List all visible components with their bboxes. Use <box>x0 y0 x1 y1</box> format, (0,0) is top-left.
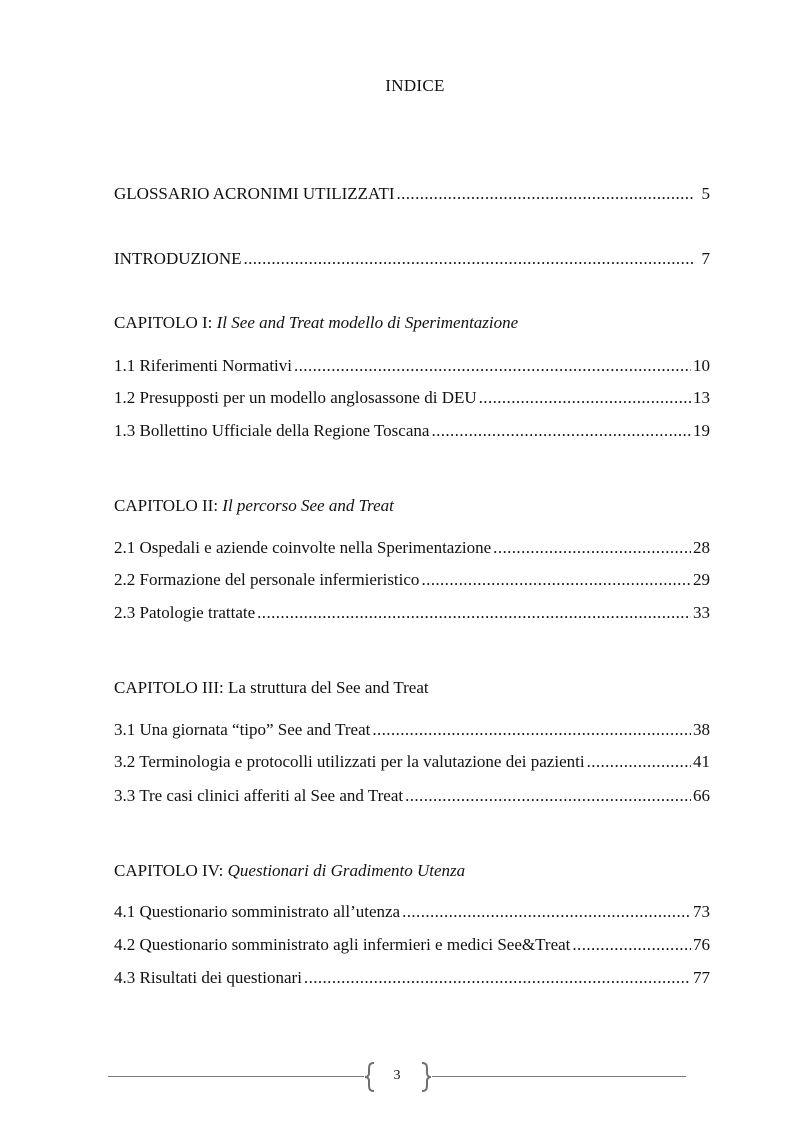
toc-entry[interactable] <box>114 720 710 742</box>
toc-entry-label: 3.2 Terminologia e protocolli utilizzati per la valutazione dei pazienti <box>114 752 585 771</box>
toc-entry-page: 66 <box>693 786 710 805</box>
toc-entry[interactable] <box>114 388 710 410</box>
toc-entry-page: 77 <box>693 968 710 987</box>
toc-entry[interactable] <box>114 538 710 560</box>
dot-leader <box>587 752 691 772</box>
chapter-prefix: CAPITOLO III: <box>114 678 228 697</box>
toc-entry-label: 1.2 Presupposti per un modello anglosassone di DEU <box>114 388 477 407</box>
footer-rule-left <box>108 1076 364 1077</box>
toc-entry-page: 41 <box>693 752 710 771</box>
dot-leader <box>396 184 694 204</box>
dot-leader <box>479 388 691 408</box>
dot-leader <box>402 902 691 922</box>
toc-entry-page: 38 <box>693 720 710 739</box>
chapter-heading-2 <box>114 496 394 518</box>
toc-entry[interactable] <box>114 786 710 808</box>
toc-entry-label: 3.3 Tre casi clinici afferiti al See and Treat <box>114 786 404 805</box>
toc-entry[interactable] <box>114 356 710 378</box>
toc-entry-label: GLOSSARIO ACRONIMI UTILIZZATI <box>114 184 395 203</box>
toc-entry[interactable] <box>114 902 710 924</box>
dot-leader <box>405 786 691 806</box>
toc-entry-page: 19 <box>693 421 710 440</box>
toc-entry-glossario[interactable] <box>114 184 710 206</box>
dot-leader <box>257 603 691 623</box>
toc-entry-label: 1.3 Bollettino Ufficiale della Regione Toscana <box>114 421 430 440</box>
toc-entry-label: 4.3 Risultati dei questionari <box>114 968 302 987</box>
dot-leader <box>572 935 691 955</box>
toc-entry-label: 4.2 Questionario somministrato agli infermieri e medici See&Treat <box>114 935 571 954</box>
toc-entry-page: 33 <box>693 603 710 622</box>
right-brace-icon <box>420 1062 432 1092</box>
toc-entry-label: 2.2 Formazione del personale infermieristico <box>114 570 420 589</box>
dot-leader <box>294 356 691 376</box>
chapter-prefix: CAPITOLO II: <box>114 496 223 515</box>
toc-entry-label: 2.3 Patologie trattate <box>114 603 256 622</box>
toc-entry-page: 29 <box>693 570 710 589</box>
toc-entry-label: 3.1 Una giornata “tipo” See and Treat <box>114 720 371 739</box>
toc-entry-page: 76 <box>693 935 710 954</box>
chapter-title: Il percorso See and Treat <box>222 496 394 515</box>
toc-entry-page: 10 <box>693 356 710 375</box>
toc-entry-introduzione[interactable] <box>114 249 710 271</box>
toc-entry-label: 2.1 Ospedali e aziende coinvolte nella Sperimentazione <box>114 538 492 557</box>
left-brace-icon <box>364 1062 376 1092</box>
dot-leader <box>421 570 691 590</box>
toc-entry-page: 13 <box>693 388 710 407</box>
page-title: INDICE <box>385 76 445 95</box>
chapter-title: La struttura del See and Treat <box>227 678 429 697</box>
chapter-heading-4 <box>114 861 465 883</box>
toc-entry-page: 5 <box>701 184 710 203</box>
toc-entry[interactable] <box>114 421 710 443</box>
page-number: 3 <box>393 1068 401 1083</box>
dot-leader <box>243 249 694 269</box>
chapter-prefix: CAPITOLO I: <box>114 313 217 332</box>
dot-leader <box>372 720 691 740</box>
dot-leader <box>431 421 691 441</box>
chapter-heading-3 <box>114 678 429 700</box>
toc-entry-label: INTRODUZIONE <box>114 249 242 268</box>
toc-entry[interactable] <box>114 935 710 957</box>
toc-entry-page: 28 <box>693 538 710 557</box>
toc-entry-label: 1.1 Riferimenti Normativi <box>114 356 292 375</box>
dot-leader <box>493 538 691 558</box>
toc-entry-page: 7 <box>701 249 710 268</box>
footer-rule-right <box>432 1076 686 1077</box>
chapter-heading-1 <box>114 313 518 335</box>
chapter-title: Questionari di Gradimento Utenza <box>227 861 466 880</box>
toc-entry-label: 4.1 Questionario somministrato all’utenza <box>114 902 401 921</box>
chapter-prefix: CAPITOLO IV: <box>114 861 228 880</box>
toc-entry-page: 73 <box>693 902 710 921</box>
toc-entry[interactable] <box>114 603 710 625</box>
toc-entry[interactable] <box>114 570 710 592</box>
dot-leader <box>304 968 691 988</box>
toc-entry[interactable] <box>114 752 710 774</box>
chapter-title: Il See and Treat modello di Sperimentazione <box>216 313 519 332</box>
toc-entry[interactable] <box>114 968 710 990</box>
